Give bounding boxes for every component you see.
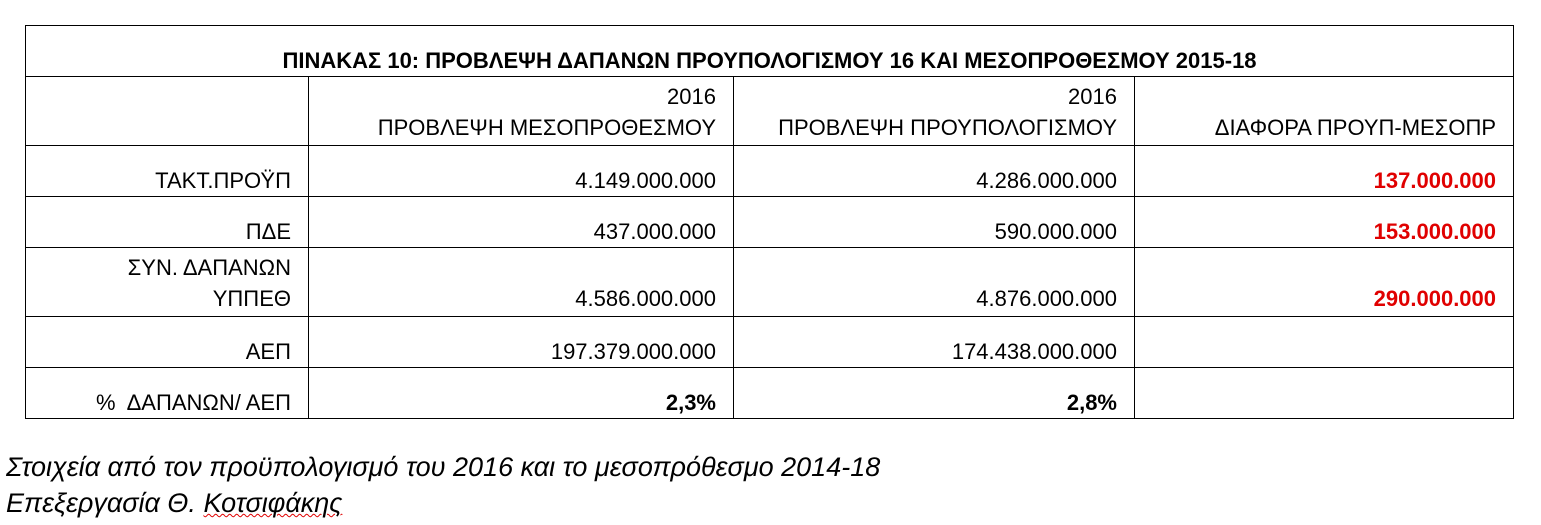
row-label: ΠΔΕ xyxy=(245,219,291,244)
difference-cell xyxy=(1135,317,1514,368)
processing-caption xyxy=(6,488,342,519)
table-row xyxy=(26,146,1514,197)
processing-prefix: Επεξεργασία Θ. xyxy=(6,488,204,518)
row-label-cell xyxy=(26,248,309,317)
header-row xyxy=(26,77,1514,146)
header-cell-budget xyxy=(734,77,1135,146)
header-label: ΔΙΑΦΟΡΑ ΠΡΟΥΠ-ΜΕΣΟΠΡ xyxy=(1214,115,1497,140)
header-label: ΠΡΟΒΛΕΨΗ ΜΕΣΟΠΡΟΘΕΣΜΟΥ xyxy=(377,115,716,140)
row-label-line2: ΥΠΠΕΘ xyxy=(212,286,291,311)
table-title: ΠΙΝΑΚΑΣ 10: ΠΡΟΒΛΕΨΗ ΔΑΠΑΝΩΝ ΠΡΟΥΠΟΛΟΓΙΣΜΟΥ 16 ΚΑΙ ΜΕΣΟΠΡΟΘΕΣΜΟΥ 2015-18 xyxy=(26,26,1514,77)
medium-term-cell: 437.000.000 xyxy=(309,197,734,248)
difference-cell: 290.000.000 xyxy=(1135,248,1514,317)
table-row xyxy=(26,317,1514,368)
difference-cell xyxy=(1135,368,1514,419)
table-row xyxy=(26,197,1514,248)
medium-term-cell: 4.586.000.000 xyxy=(309,248,734,317)
processing-name: Κοτσιφάκης xyxy=(203,488,343,518)
medium-term-cell: 2,3% xyxy=(309,368,734,419)
budget-cell: 590.000.000 xyxy=(734,197,1135,248)
row-label-cell xyxy=(26,368,309,419)
budget-cell: 4.876.000.000 xyxy=(734,248,1135,317)
row-label: ΣΥΝ. ΔΑΠΑΝΩΝ xyxy=(127,255,291,280)
row-label: ΤΑΚΤ.ΠΡΟΫΠ xyxy=(155,168,291,193)
table-row xyxy=(26,368,1514,419)
table-row xyxy=(26,248,1514,317)
row-label-cell xyxy=(26,146,309,197)
source-caption: Στοιχεία από τον προϋπολογισμό του 2016 και το μεσοπρόθεσμο 2014-18 xyxy=(6,452,881,482)
difference-cell: 137.000.000 xyxy=(1135,146,1514,197)
budget-cell: 2,8% xyxy=(734,368,1135,419)
budget-cell: 4.286.000.000 xyxy=(734,146,1135,197)
header-cell-empty xyxy=(26,77,309,146)
medium-term-cell: 4.149.000.000 xyxy=(309,146,734,197)
header-label: ΠΡΟΒΛΕΨΗ ΠΡΟΥΠΟΛΟΓΙΣΜΟΥ xyxy=(778,115,1117,140)
header-cell-difference xyxy=(1135,77,1514,146)
row-label-cell xyxy=(26,197,309,248)
difference-cell: 153.000.000 xyxy=(1135,197,1514,248)
header-cell-medium-term xyxy=(309,77,734,146)
row-label: ΑΕΠ xyxy=(245,339,291,364)
row-label: % ΔΑΠΑΝΩΝ/ ΑΕΠ xyxy=(96,390,291,415)
medium-term-cell: 197.379.000.000 xyxy=(309,317,734,368)
header-year: 2016 xyxy=(667,84,716,109)
budget-table xyxy=(25,25,1514,419)
budget-cell: 174.438.000.000 xyxy=(734,317,1135,368)
header-year: 2016 xyxy=(1068,84,1117,109)
row-label-cell xyxy=(26,317,309,368)
